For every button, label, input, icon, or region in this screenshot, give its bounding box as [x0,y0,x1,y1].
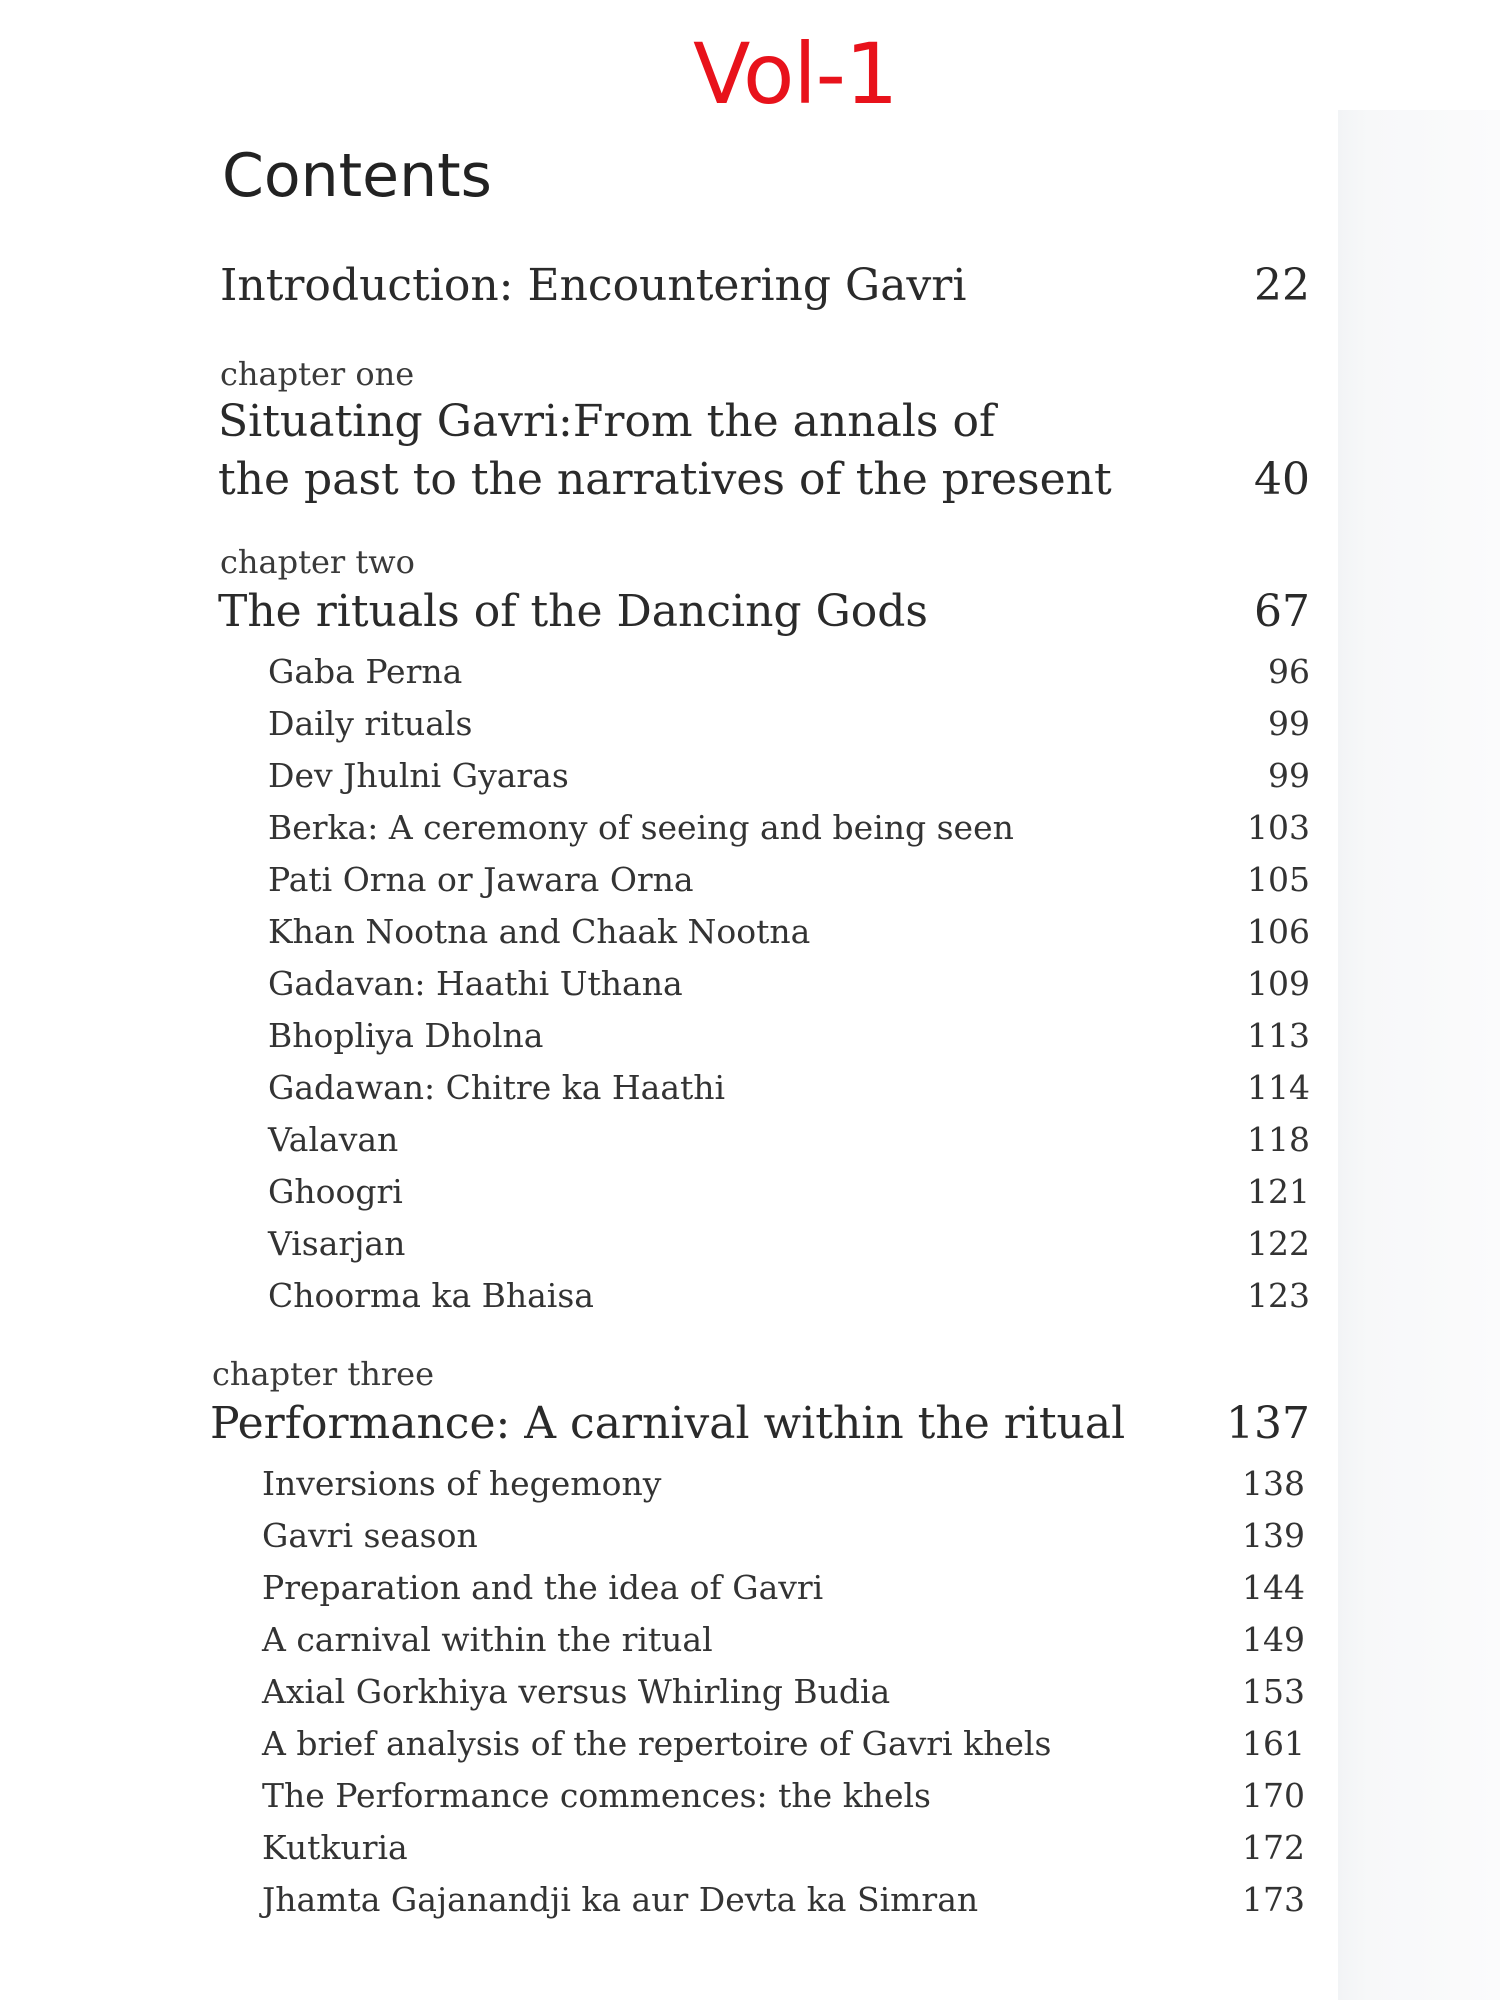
section-title: Visarjan [268,1224,406,1263]
section-title: Berka: A ceremony of seeing and being seen [268,808,1014,847]
page-edge-shadow [1338,110,1500,2000]
volume-label: Vol-1 [693,25,898,123]
section-title: Gadavan: Haathi Uthana [268,964,683,1003]
section-page: 99 [1268,704,1310,743]
chapter-title-line-1: Situating Gavri:From the annals of [218,396,996,447]
section-title: Bhopliya Dholna [268,1016,544,1055]
section-page: 138 [1242,1464,1305,1503]
section-page: 123 [1247,1276,1310,1315]
section-title: Inversions of hegemony [262,1464,662,1503]
section-title: Gavri season [262,1516,478,1555]
section-title: Ghoogri [268,1172,403,1211]
section-title: Kutkuria [262,1828,408,1867]
chapter-title-line-2: the past to the narratives of the present [218,454,1112,505]
section-page: 161 [1242,1724,1305,1763]
section-title: A carnival within the ritual [262,1620,713,1659]
section-page: 103 [1247,808,1310,847]
section-title: Pati Orna or Jawara Orna [268,860,694,899]
section-page: 139 [1242,1516,1305,1555]
section-page: 114 [1247,1068,1310,1107]
section-title: The Performance commences: the khels [262,1776,931,1815]
section-page: 99 [1268,756,1310,795]
section-page: 109 [1247,964,1310,1003]
section-page: 96 [1268,652,1310,691]
section-page: 105 [1247,860,1310,899]
section-page: 170 [1242,1776,1305,1815]
chapter-page: 137 [1226,1398,1310,1449]
section-title: A brief analysis of the repertoire of Gavri khels [262,1724,1052,1763]
section-title: Dev Jhulni Gyaras [268,756,569,795]
toc-entry-title: Introduction: Encountering Gavri [220,260,967,311]
section-page: 106 [1247,912,1310,951]
section-page: 172 [1242,1828,1305,1867]
chapter-title: Performance: A carnival within the ritual [210,1398,1126,1449]
section-title: Choorma ka Bhaisa [268,1276,594,1315]
section-title: Gaba Perna [268,652,463,691]
section-title: Valavan [268,1120,399,1159]
section-title: Daily rituals [268,704,473,743]
section-title: Axial Gorkhiya versus Whirling Budia [262,1672,891,1711]
chapter-page: 67 [1254,586,1310,637]
section-page: 144 [1242,1568,1305,1607]
toc-entry-page: 22 [1254,260,1310,311]
section-page: 113 [1247,1016,1310,1055]
chapter-page: 40 [1254,454,1310,505]
chapter-label: chapter one [220,355,415,393]
section-page: 173 [1242,1880,1305,1919]
section-title: Khan Nootna and Chaak Nootna [268,912,811,951]
section-page: 153 [1242,1672,1305,1711]
section-title: Jhamta Gajanandji ka aur Devta ka Simran [262,1880,979,1919]
chapter-label: chapter three [212,1355,434,1393]
section-title: Preparation and the idea of Gavri [262,1568,824,1607]
section-page: 149 [1242,1620,1305,1659]
chapter-label: chapter two [220,543,415,581]
section-page: 118 [1247,1120,1310,1159]
contents-title: Contents [222,141,492,211]
section-page: 122 [1247,1224,1310,1263]
chapter-title: The rituals of the Dancing Gods [218,586,928,637]
section-page: 121 [1247,1172,1310,1211]
section-title: Gadawan: Chitre ka Haathi [268,1068,726,1107]
